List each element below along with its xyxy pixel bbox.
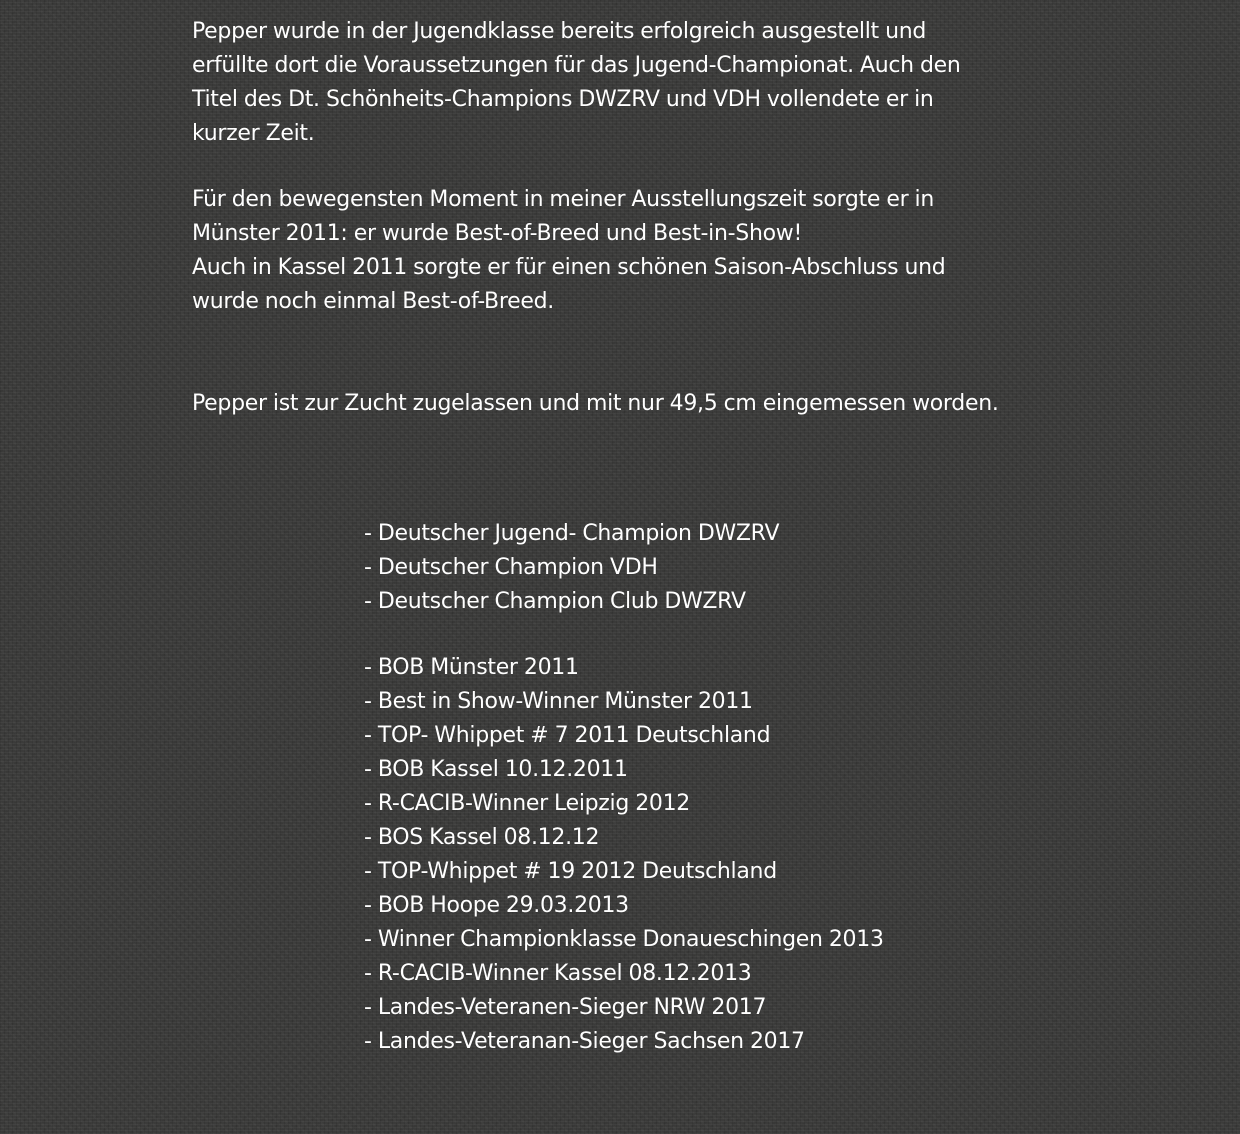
text-line: Titel des Dt. Schönheits-Champions DWZRV und VDH vollendete er in (192, 87, 934, 112)
award-item: - Winner Championklasse Donaueschingen 2013 (364, 927, 884, 952)
award-item: - R-CACIB-Winner Kassel 08.12.2013 (364, 961, 752, 986)
awards-list (364, 651, 1124, 1059)
award-item: - BOS Kassel 08.12.12 (364, 825, 600, 850)
text-line: erfüllte dort die Voraussetzungen für das Jugend-Championat. Auch den (192, 53, 961, 78)
award-item: - BOB Münster 2011 (364, 655, 579, 680)
title-item: - Deutscher Champion VDH (364, 555, 658, 580)
award-item: - Landes-Veteranen-Sieger NRW 2017 (364, 995, 767, 1020)
award-item: - BOB Kassel 10.12.2011 (364, 757, 628, 782)
intro-paragraph-2 (192, 183, 1152, 319)
award-item: - R-CACIB-Winner Leipzig 2012 (364, 791, 691, 816)
award-item: - BOB Hoope 29.03.2013 (364, 893, 629, 918)
text-line: Auch in Kassel 2011 sorgte er für einen schönen Saison-Abschluss und (192, 255, 946, 280)
award-item: - TOP-Whippet # 19 2012 Deutschland (364, 859, 777, 884)
titles-list (364, 517, 1064, 619)
text-line: Für den bewegensten Moment in meiner Ausstellungszeit sorgte er in (192, 187, 934, 212)
award-item: - Landes-Veteranan-Sieger Sachsen 2017 (364, 1029, 805, 1054)
intro-paragraph-1 (192, 15, 1152, 151)
award-item: - TOP- Whippet # 7 2011 Deutschland (364, 723, 771, 748)
title-item: - Deutscher Champion Club DWZRV (364, 589, 746, 614)
title-item: - Deutscher Jugend- Champion DWZRV (364, 521, 780, 546)
text-line: Münster 2011: er wurde Best-of-Breed und Best-in-Show! (192, 221, 802, 246)
text-line: wurde noch einmal Best-of-Breed. (192, 289, 554, 314)
award-item: - Best in Show-Winner Münster 2011 (364, 689, 753, 714)
text-line: kurzer Zeit. (192, 121, 315, 146)
intro-paragraph-3 (192, 387, 1152, 421)
text-line: Pepper ist zur Zucht zugelassen und mit nur 49,5 cm eingemessen worden. (192, 391, 999, 416)
text-line: Pepper wurde in der Jugendklasse bereits erfolgreich ausgestellt und (192, 19, 927, 44)
